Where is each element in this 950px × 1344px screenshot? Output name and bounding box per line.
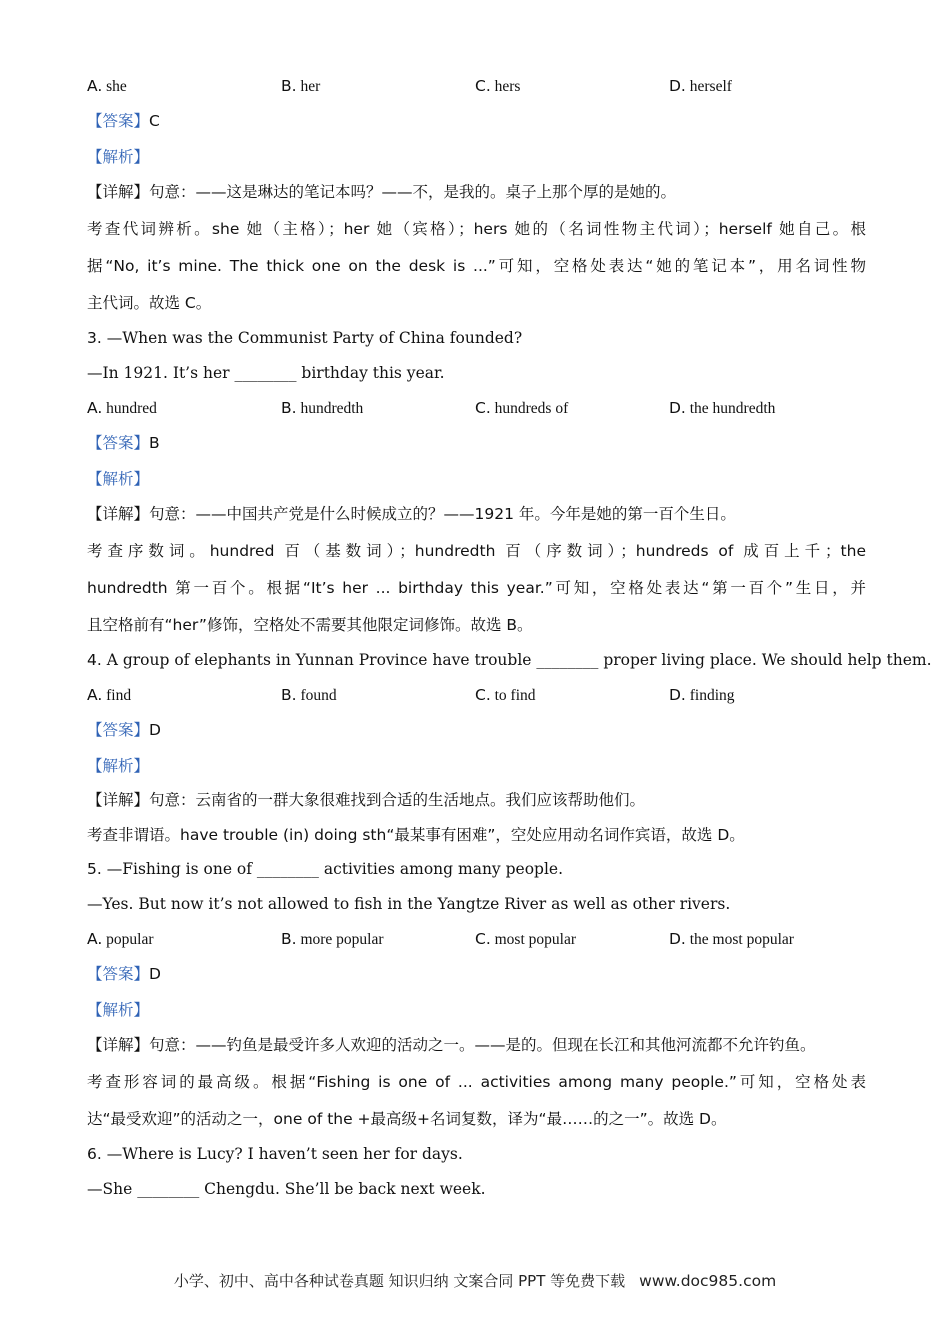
q2-detail-1: 【详解】句意：——这是琳达的笔记本吗？——不，是我的。桌子上那个厚的是她的。 — [87, 183, 677, 201]
q5-detail-2: 考查形容词的最高级。根据“Fishing is one of ... activities among many people.”可知，空格处表 — [87, 1073, 866, 1091]
option-d: D. finding — [669, 686, 735, 704]
page-footer — [0, 1270, 950, 1291]
q5-question-2: —Yes. But now it’s not allowed to fish in the Yangtze River as well as other rivers. — [87, 895, 731, 913]
option-b: B. her — [281, 77, 321, 95]
q3-detail-2: 考查序数词。hundred 百（基数词）；hundredth 百（序数词）；hundreds of 成百上千；the — [87, 542, 866, 560]
q5-question-1: 5. —Fishing is one of ________ activities among many people. — [87, 860, 564, 878]
q6-question-1: 6. —Where is Lucy? I haven’t seen her for days. — [87, 1145, 463, 1163]
q6-question-2: —She ________ Chengdu. She’ll be back next week. — [87, 1180, 486, 1198]
option-a: A. she — [87, 77, 127, 95]
q3-detail-3: hundredth 第一百个。根据“It’s her ... birthday this year.”可知，空格处表达“第一百个”生日，并 — [87, 579, 866, 597]
option-d: D. the most popular — [669, 930, 794, 948]
q5-answer: 【答案】D — [87, 965, 161, 983]
q2-answer: 【答案】C — [87, 112, 160, 130]
option-d: D. the hundredth — [669, 399, 776, 417]
q4-detail-1: 【详解】句意：云南省的一群大象很难找到合适的生活地点。我们应该帮助他们。 — [87, 791, 646, 809]
option-d: D. herself — [669, 77, 732, 95]
option-a: A. hundred — [87, 399, 157, 417]
q3-detail-4: 且空格前有“her”修饰，空格处不需要其他限定词修饰。故选 B。 — [87, 616, 533, 634]
q4-analysis-label: 【解析】 — [87, 757, 150, 775]
q4-detail-2: 考查非谓语。have trouble (in) doing sth“最某事有困难”，空处应用动名词作宾语，故选 D。 — [87, 826, 745, 844]
option-a: A. find — [87, 686, 132, 704]
q4-question-1: 4. A group of elephants in Yunnan Province have trouble ________ proper living place. We should help them. — [87, 651, 932, 669]
q3-question-2: —In 1921. It’s her ________ birthday this year. — [87, 364, 445, 382]
q2-detail-4: 主代词。故选 C。 — [87, 294, 212, 312]
option-b: B. hundredth — [281, 399, 364, 417]
q2-detail-3: 据“No, it’s mine. The thick one on the desk is ...”可知，空格处表达“她的笔记本”，用名词性物 — [87, 257, 866, 275]
footer-site-link[interactable]: www.doc985.com — [639, 1272, 777, 1290]
q2-detail-2: 考查代词辨析。she 她（主格）；her 她（宾格）；hers 她的（名词性物主代词）；herself 她自己。根 — [87, 220, 866, 238]
option-c: C. hundreds of — [475, 399, 569, 417]
q3-detail-1: 【详解】句意：——中国共产党是什么时候成立的？——1921 年。今年是她的第一百个生日。 — [87, 505, 736, 523]
q2-analysis-label: 【解析】 — [87, 148, 150, 166]
option-a: A. popular — [87, 930, 154, 948]
option-b: B. found — [281, 686, 337, 704]
q3-question-1: 3. —When was the Communist Party of China founded? — [87, 329, 523, 347]
footer-text: 小学、初中、高中各种试卷真题 知识归纳 文案合同 PPT 等免费下载 — [173, 1272, 626, 1290]
q5-detail-1: 【详解】句意：——钓鱼是最受许多人欢迎的活动之一。——是的。但现在长江和其他河流都不允许钓鱼。 — [87, 1036, 816, 1054]
q5-detail-3: 达“最受欢迎”的活动之一，one of the +最高级+名词复数，译为“最……的之一”。故选 D。 — [87, 1110, 727, 1128]
option-c: C. to find — [475, 686, 536, 704]
option-c: C. most popular — [475, 930, 576, 948]
option-b: B. more popular — [281, 930, 384, 948]
q3-analysis-label: 【解析】 — [87, 470, 150, 488]
q3-answer: 【答案】B — [87, 434, 160, 452]
option-c: C. hers — [475, 77, 521, 95]
q4-answer: 【答案】D — [87, 721, 161, 739]
q5-analysis-label: 【解析】 — [87, 1001, 150, 1019]
